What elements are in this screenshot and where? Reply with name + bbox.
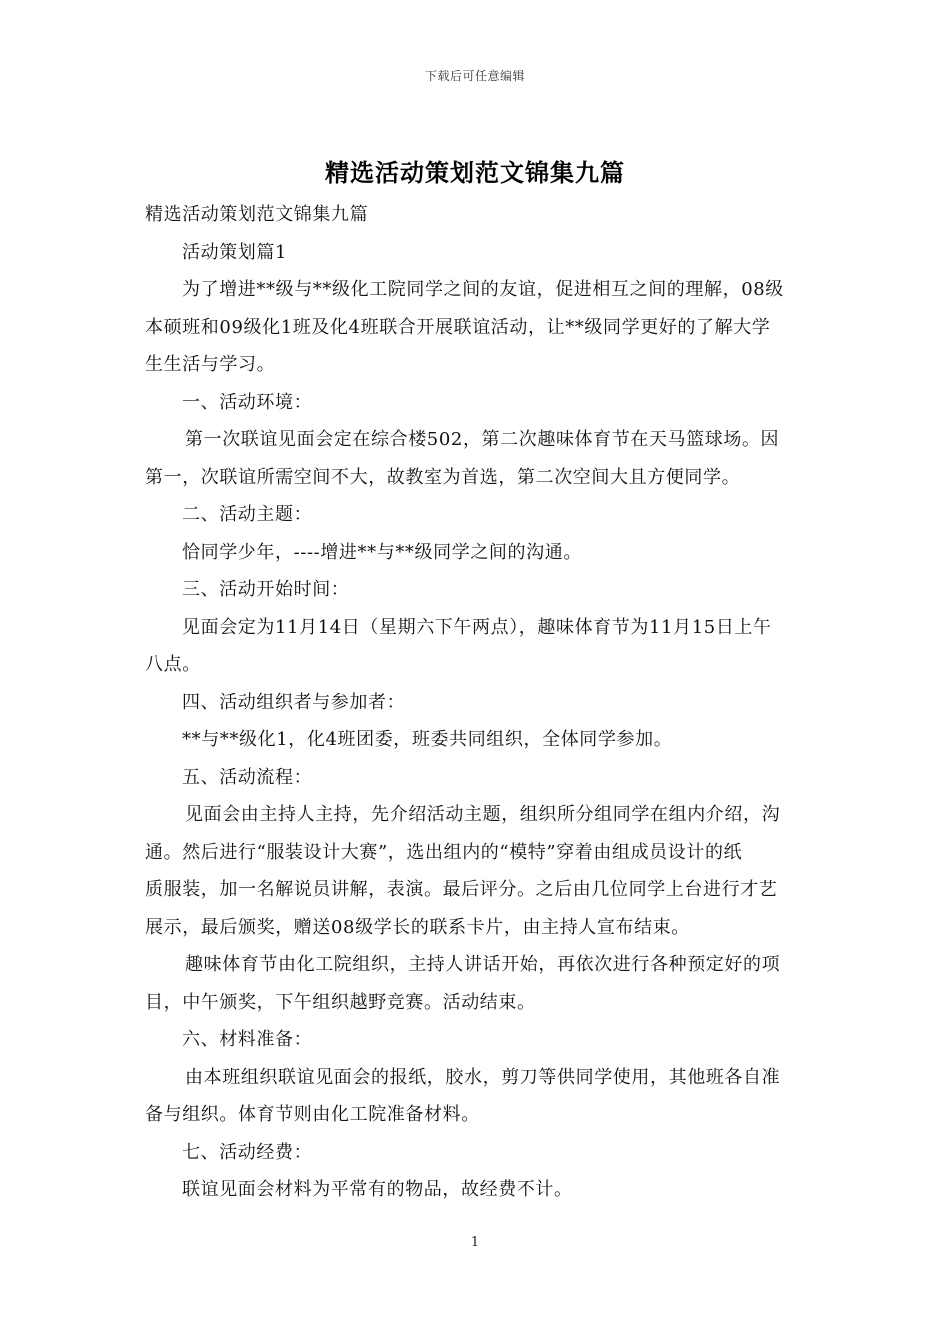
paragraph-line: 展示，最后颁奖，赠送08级学长的联系卡片，由主持人宣布结束。 [145, 916, 690, 938]
paragraph-line: 联谊见面会材料为平常有的物品，故经费不计。 [182, 1179, 573, 1200]
section-heading: 四、活动组织者与参加者： [182, 691, 406, 713]
paragraph-line: 见面会定为11月14日（星期六下午两点），趣味体育节为11月15日上午 [182, 616, 772, 638]
paragraph-line: 第一次联谊见面会定在综合楼502，第二次趣味体育节在天马篮球场。因 [185, 429, 780, 450]
paragraph-line: 由本班组织联谊见面会的报纸，胶水，剪刀等供同学使用，其他班各自准 [185, 1066, 781, 1088]
paragraph-line: 恰同学少年，----增进**与**级同学之间的沟通。 [182, 541, 582, 563]
section-heading: 五、活动流程： [182, 766, 313, 788]
section-heading: 一、活动环境： [182, 391, 313, 413]
subtitle-line: 精选活动策划范文锦集九篇 [145, 204, 369, 225]
section-heading: 活动策划篇1 [182, 241, 288, 263]
section-heading: 六、材料准备： [182, 1029, 313, 1050]
paragraph-line: 质服装，加一名解说员讲解，表演。最后评分。之后由几位同学上台进行才艺 [145, 879, 778, 900]
paragraph-line: 见面会由主持人主持，先介绍活动主题，组织所分组同学在组内介绍，沟 [185, 804, 781, 825]
paragraph-line: **与**级化1，化4班团委，班委共同组织，全体同学参加。 [182, 729, 673, 750]
page-header: 下载后可任意编辑 [424, 69, 525, 83]
paragraph-line: 八点。 [145, 654, 201, 675]
document-title: 精选活动策划范文锦集九篇 [325, 158, 625, 187]
document-body [145, 196, 807, 1209]
paragraph-line: 第一，次联谊所需空间不大，故教室为首选，第二次空间大且方便同学。 [145, 466, 741, 488]
section-heading: 三、活动开始时间： [182, 579, 350, 600]
section-heading: 七、活动经费： [182, 1141, 313, 1163]
paragraph-line: 为了增进**级与**级化工院同学之间的友谊，促进相互之间的理解，08级 [182, 279, 784, 300]
paragraph-line: 生生活与学习。 [145, 354, 276, 375]
paragraph-line: 趣味体育节由化工院组织，主持人讲话开始，再依次进行各种预定好的项 [185, 954, 781, 975]
page-number: 1 [470, 1235, 480, 1250]
paragraph-line: 目，中午颁奖，下午组织越野竞赛。活动结束。 [145, 991, 536, 1013]
paragraph-line: 通。然后进行“服装设计大赛”，选出组内的“模特”穿着由组成员设计的纸 [145, 841, 743, 863]
paragraph-line: 本硕班和09级化1班及化4班联合开展联谊活动，让**级同学更好的了解大学 [145, 316, 771, 338]
paragraph-line: 备与组织。体育节则由化工院准备材料。 [145, 1104, 480, 1125]
section-heading: 二、活动主题： [182, 504, 313, 525]
